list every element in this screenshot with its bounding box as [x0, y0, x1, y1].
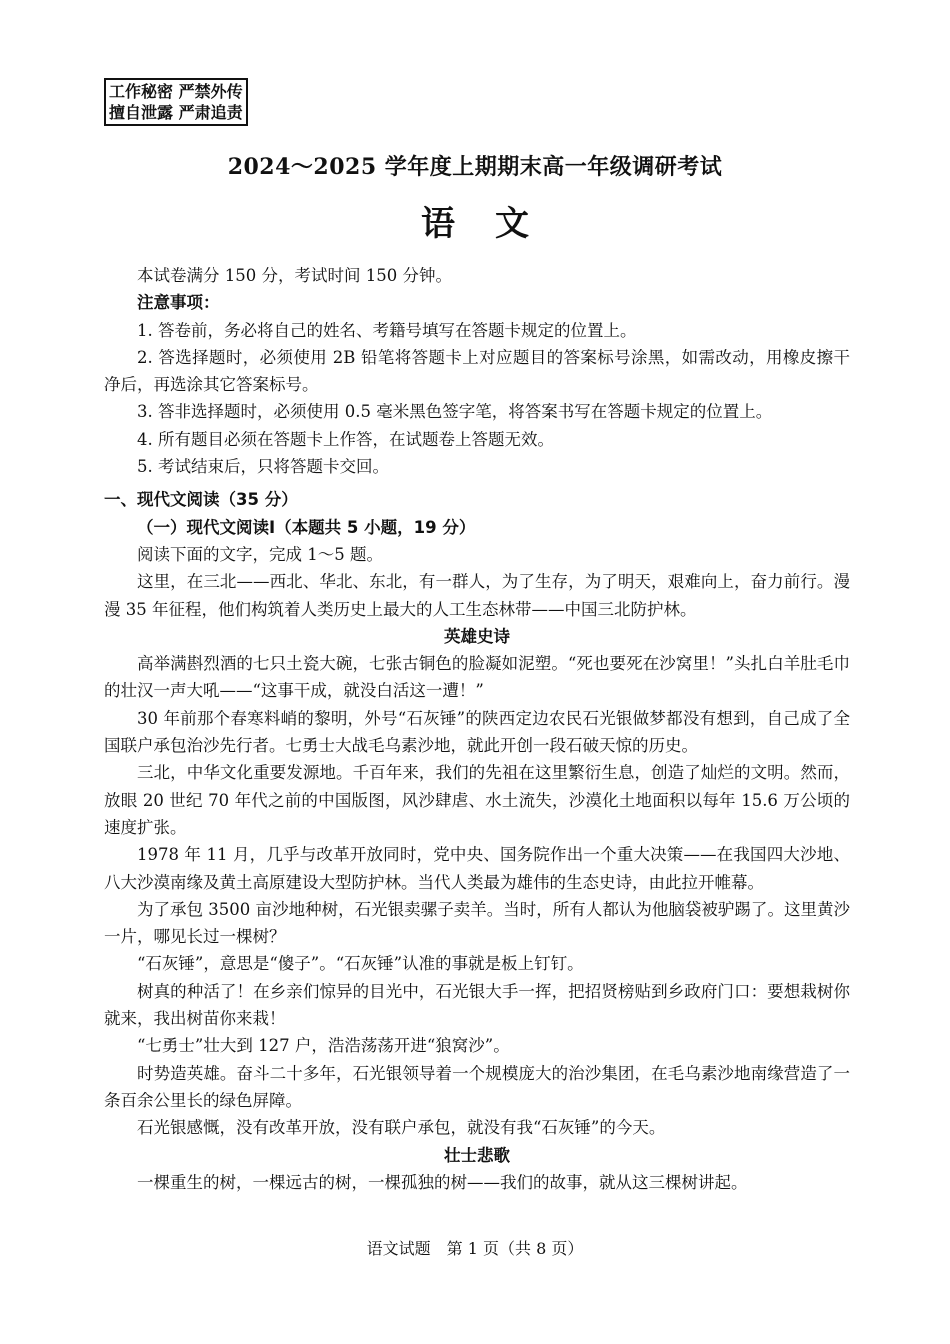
passage-paragraph: 树真的种活了！在乡亲们惊异的目光中，石光银大手一挥，把招贤榜贴到乡政府门口：要想栽树你就来，我出树苗你来栽！ [104, 981, 850, 1029]
passage-paragraph: “石灰锤”，意思是“傻子”。“石灰锤”认准的事就是板上钉钉。 [137, 954, 584, 974]
notice-item: 1. 答卷前，务必将自己的姓名、考籍号填写在答题卡规定的位置上。 [137, 320, 637, 340]
passage-paragraph: 石光银感慨，没有改革开放，没有联户承包，就没有我“石灰锤”的今天。 [137, 1118, 666, 1138]
notice-item: 3. 答非选择题时，必须使用 0.5 毫米黑色签字笔，将答案书写在答题卡规定的位置上。 [137, 402, 773, 422]
passage-paragraph: 30 年前那个春寒料峭的黎明，外号“石灰锤”的陕西定边农民石光银做梦都没有想到，自己成了全国联户承包治沙先行者。七勇士大战毛乌素沙地，就此开创一段石破天惊的历史。 [104, 708, 850, 756]
score-time-note: 本试卷满分 150 分，考试时间 150 分钟。 [137, 266, 452, 285]
reading-instruction: 阅读下面的文字，完成 1～5 题。 [137, 544, 383, 564]
passage-paragraph: 三北，中华文化重要发源地。千百年来，我们的先祖在这里繁衍生息，创造了灿烂的文明。然而，放眼 20 世纪 70 年代之前的中国版图，风沙肆虐、水土流失，沙漠化土地面积以每年 15.6 万公顷的速度扩张。 [104, 763, 850, 837]
notice-heading: 注意事项： [137, 293, 220, 313]
passage-paragraph: 时势造英雄。奋斗二十多年，石光银领导着一个规模庞大的治沙集团，在毛乌素沙地南缘营造了一条百余公里长的绿色屏障。 [104, 1063, 850, 1110]
passage-intro: 这里，在三北——西北、华北、东北，有一群人，为了生存，为了明天，艰难向上，奋力前行。漫漫 35 年征程，他们构筑着人类历史上最大的人工生态林带——中国三北防护林。 [104, 572, 850, 619]
passage-paragraph: 一棵重生的树，一棵远古的树，一棵孤独的树——我们的故事，就从这三棵树讲起。 [137, 1172, 748, 1192]
passage-paragraph: 高举满斟烈酒的七只土瓷大碗，七张古铜色的脸凝如泥塑。“死也要死在沙窝里！”头扎白羊肚毛巾的壮汉一声大吼——“这事干成，就没白活这一遭！” [104, 654, 850, 701]
confidential-stamp [104, 78, 248, 126]
section-heading: 一、现代文阅读（35 分） [104, 490, 298, 510]
subject-title: 语文 [421, 204, 569, 244]
passage-paragraph: “七勇士”壮大到 127 户，浩浩荡荡开进“狼窝沙”。 [137, 1036, 510, 1056]
part-title-2: 壮士悲歌 [444, 1145, 510, 1165]
part-title-1: 英雄史诗 [444, 626, 510, 646]
notice-item: 2. 答选择题时，必须使用 2B 铅笔将答题卡上对应题目的答案标号涂黑，如需改动，用橡皮擦干净后，再选涂其它答案标号。 [104, 347, 850, 395]
exam-title: 2024～2025 学年度上期期末高一年级调研考试 [227, 154, 723, 180]
stamp-line-1: 工作秘密 严禁外传 [109, 82, 243, 101]
stamp-line-2: 擅自泄露 严肃追责 [109, 103, 243, 122]
passage-paragraph: 为了承包 3500 亩沙地种树，石光银卖骡子卖羊。当时，所有人都认为他脑袋被驴踢了。这里黄沙一片，哪见长过一棵树？ [104, 899, 850, 947]
passage-paragraph: 1978 年 11 月，几乎与改革开放同时，党中央、国务院作出一个重大决策——在我国四大沙地、八大沙漠南缘及黄土高原建设大型防护林。当代人类最为雄伟的生态史诗，由此拉开帷幕。 [104, 845, 850, 892]
notice-item: 5. 考试结束后，只将答题卡交回。 [137, 457, 389, 477]
notice-item: 4. 所有题目必须在答题卡上作答，在试题卷上答题无效。 [137, 429, 554, 449]
exam-body [104, 262, 850, 1196]
page-footer: 语文试题 第 1 页（共 8 页） [366, 1239, 584, 1258]
sub-section-heading: （一）现代文阅读Ⅰ（本题共 5 小题，19 分） [137, 517, 476, 537]
